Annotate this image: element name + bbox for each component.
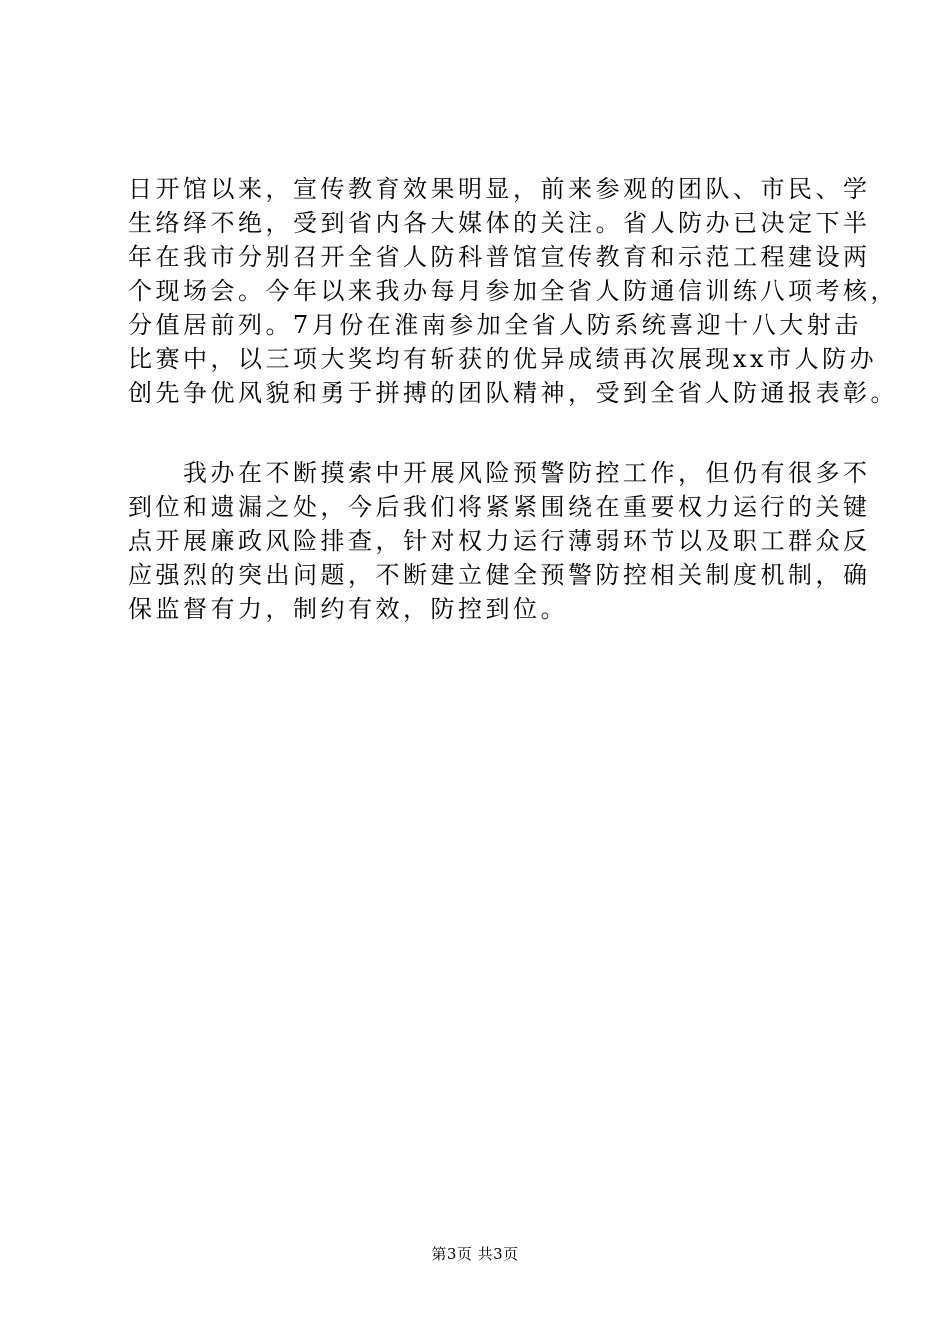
paragraph-line: 应强烈的突出问题，不断建立健全预警防控相关制度机制，确: [128, 561, 871, 589]
paragraph-line: 个现场会。今年以来我办每月参加全省人防通信训练八项考核，: [128, 277, 898, 305]
paragraph-line: 保监督有力，制约有效，防控到位。: [128, 595, 568, 623]
paragraph-line: 创先争优风貌和勇于拼搏的团队精神，受到全省人防通报表彰。: [128, 379, 898, 407]
page-footer: 第3页 共3页: [431, 1245, 519, 1263]
paragraph-line: 日开馆以来，宣传教育效果明显，前来参观的团队、市民、学: [128, 175, 871, 203]
paragraph-line: 到位和遗漏之处，今后我们将紧紧围绕在重要权力运行的关键: [128, 493, 871, 521]
paragraph-line: 比赛中，以三项大奖均有斩获的优异成绩再次展现xx市人防办: [128, 345, 878, 373]
paragraph-line: 分值居前列。7月份在淮南参加全省人防系统喜迎十八大射击: [128, 311, 862, 339]
paragraph-line: 生络绎不绝，受到省内各大媒体的关注。省人防办已决定下半: [128, 209, 871, 237]
paragraph-line: 年在我市分别召开全省人防科普馆宣传教育和示范工程建设两: [128, 243, 871, 271]
paragraph-2: [128, 456, 871, 626]
paragraph-line: 点开展廉政风险排查，针对权力运行薄弱环节以及职工群众反: [128, 527, 871, 555]
paragraph-1: [128, 172, 898, 410]
document-body: [128, 172, 898, 626]
paragraph-line: 我办在不断摸索中开展风险预警防控工作，但仍有很多不: [128, 459, 871, 487]
